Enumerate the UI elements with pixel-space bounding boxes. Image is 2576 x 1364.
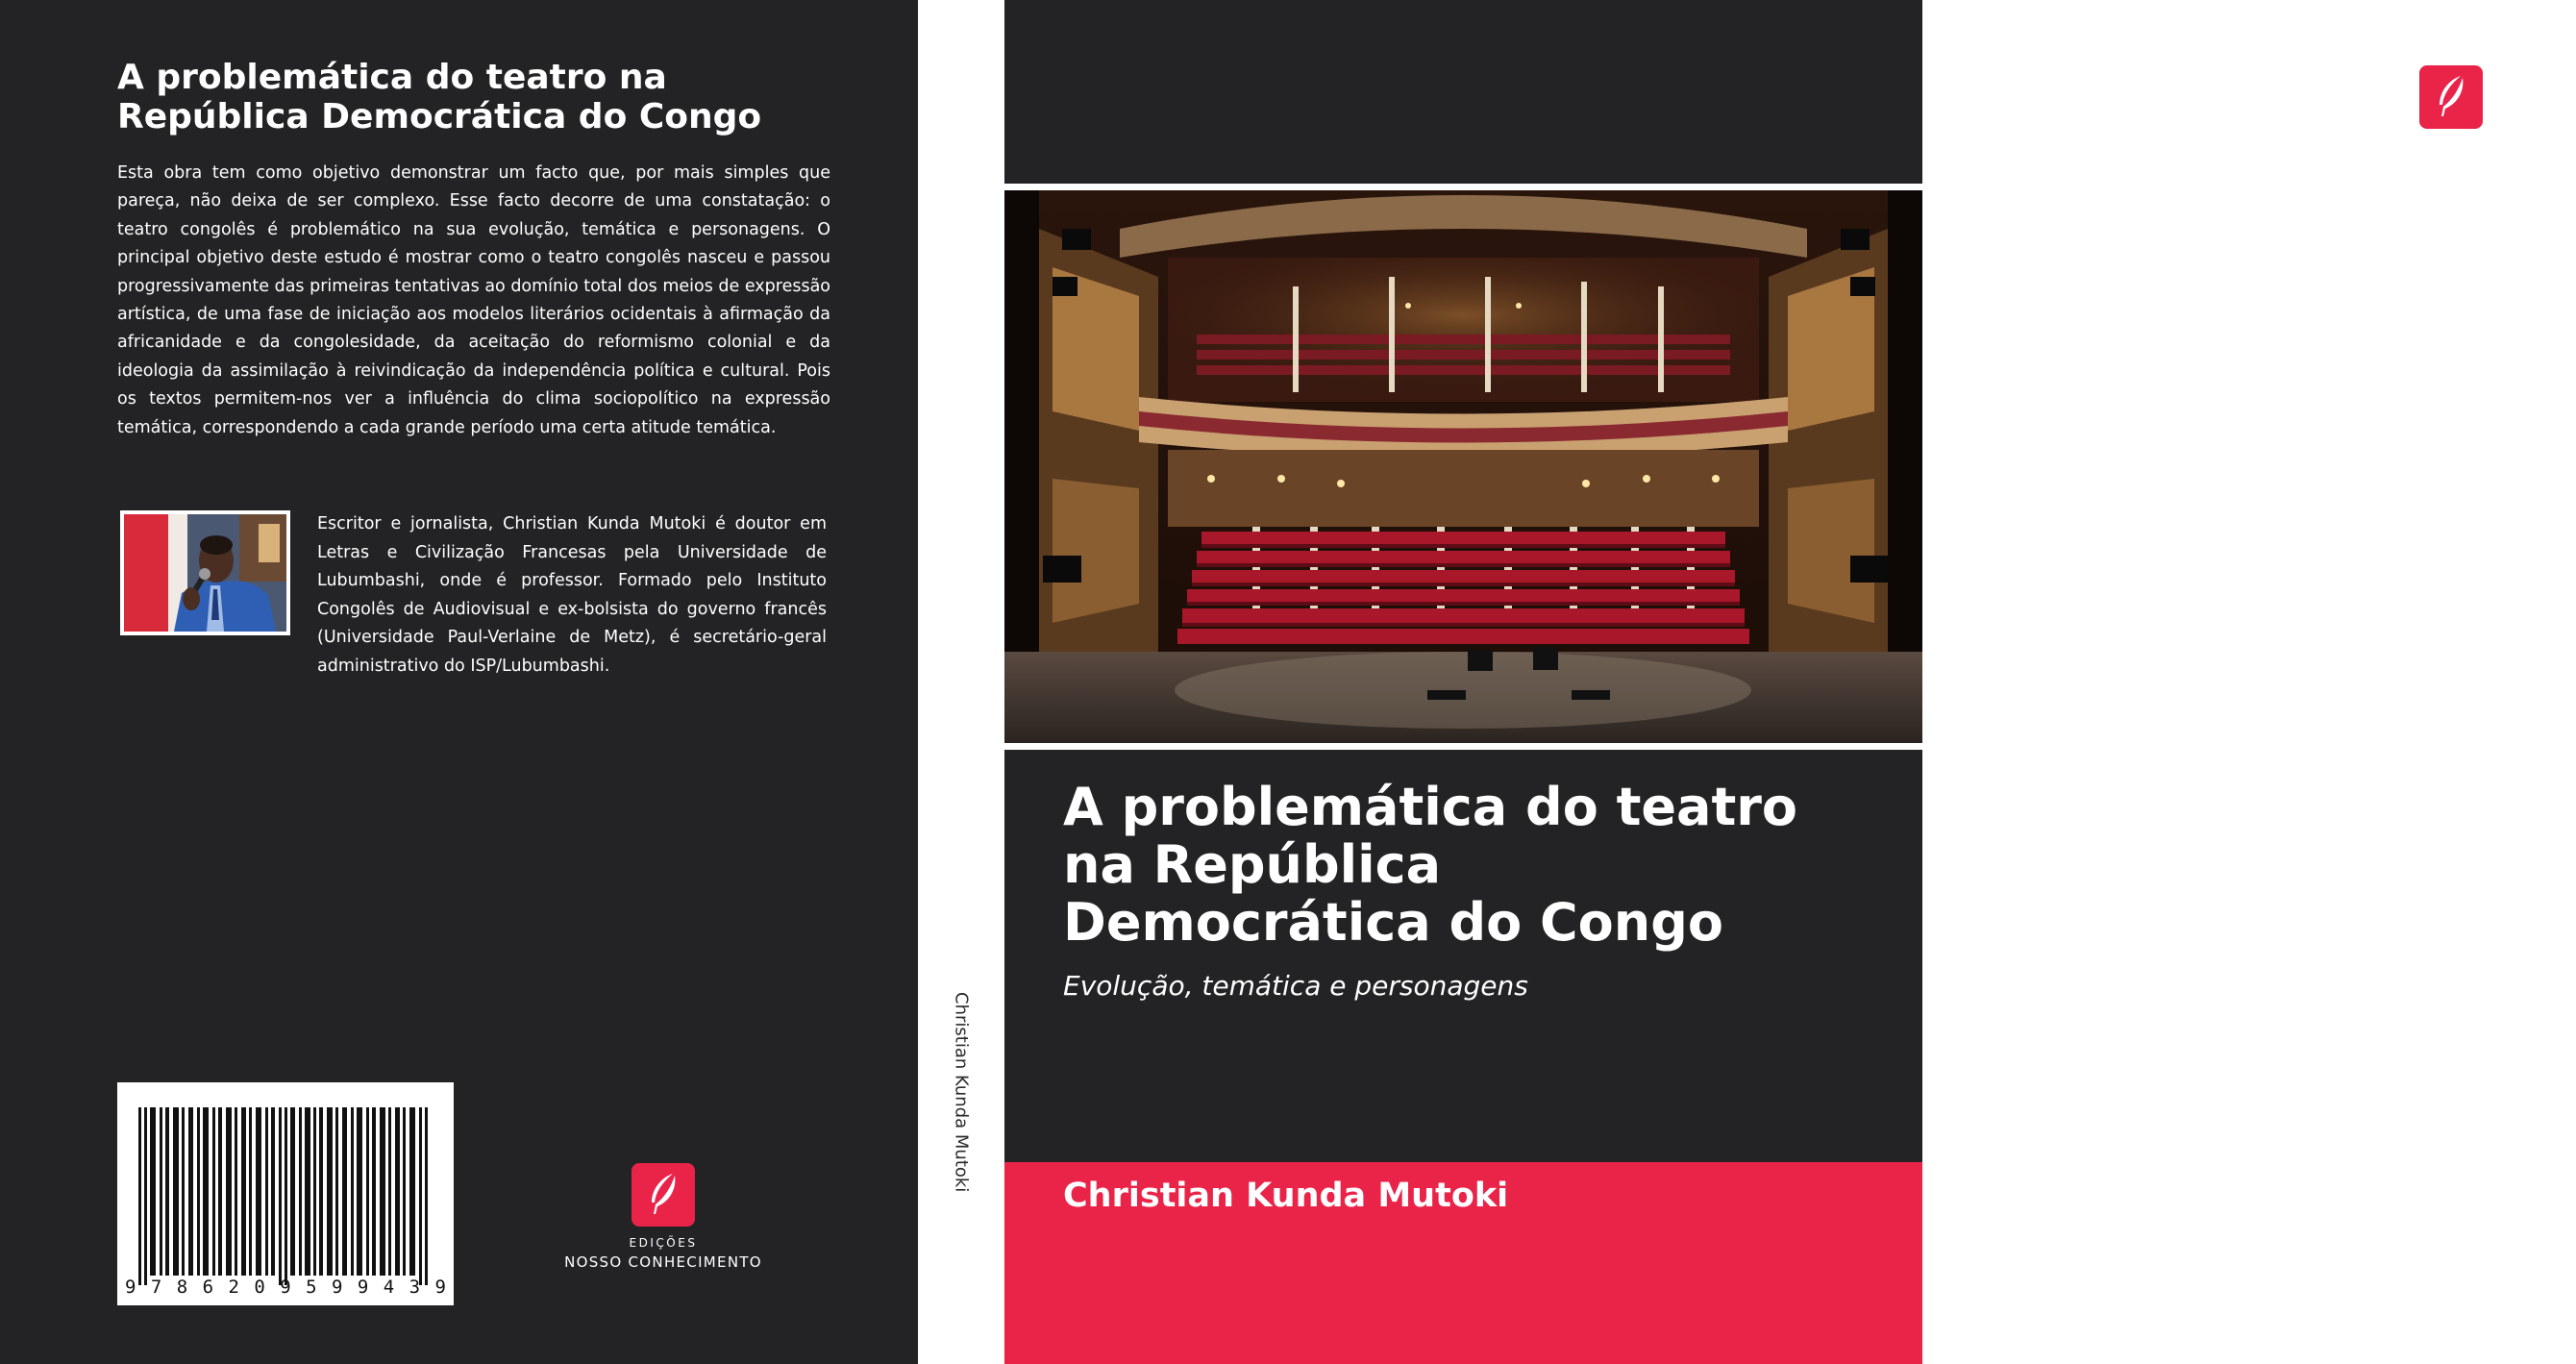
- front-cover: [1004, 0, 2550, 1364]
- spine-author: Christian Kunda Mutoki: [951, 992, 972, 1193]
- front-cover-subtitle: Evolução, temática e personagens: [1063, 970, 1528, 1002]
- back-cover-title: A problemática do teatro na República Democrática do Congo: [117, 58, 762, 136]
- isbn-digit: 2: [228, 1277, 239, 1298]
- isbn-digit: 5: [306, 1277, 317, 1298]
- isbn-digit: 9: [434, 1277, 446, 1298]
- isbn-barcode: [117, 1082, 454, 1305]
- isbn-digit: 0: [254, 1277, 265, 1298]
- isbn-digit: 8: [176, 1277, 188, 1298]
- front-cover-author: Christian Kunda Mutoki: [1063, 1177, 1509, 1215]
- feather-icon: [2419, 65, 2483, 129]
- isbn-digit: 7: [150, 1277, 162, 1298]
- theatre-illustration: [1004, 190, 1922, 743]
- back-cover: [0, 0, 918, 1364]
- isbn-digits: [125, 1277, 446, 1298]
- isbn-digit: 3: [409, 1277, 421, 1298]
- isbn-digit: 9: [280, 1277, 291, 1298]
- publisher-logo-front: [2326, 65, 2576, 173]
- front-header: [1004, 0, 1922, 184]
- isbn-digit: 9: [357, 1277, 369, 1298]
- divider: [1004, 184, 1922, 190]
- back-cover-blurb: Esta obra tem como objetivo demonstrar um facto que, por mais simples que pareça, não deixa de ser complexo. Esse facto decorre de uma constatação: o teatro congolês é problemático na sua evolução, temática e personagens. O principal objetivo deste estudo é mostrar como o teatro congolês nasceu e passou progressivamente das primeiras tentativas ao domínio total dos meios de expressão artística, de uma fase de iniciação aos modelos literários ocidentais à afirmação da africanidade e da congolesidade, da aceitação do reformismo colonial e da ideologia da assimilação à reivindicação da independência política e cultural. Pois os textos permitem-nos ver a influência do clima sociopolítico na expressão temática, correspondendo a cada grande período uma certa atitude temática.: [117, 163, 831, 437]
- theatre-auditorium-photo: [1004, 190, 1922, 743]
- author-photo: [120, 510, 290, 635]
- author-bio: Escritor e jornalista, Christian Kunda Mutoki é doutor em Letras e Civilização Francesas pela Universidade de Lubumbashi, onde é professor. Formado pelo Instituto Congolês de Audiovisual e ex-bolsista do governo francês (Universidade Paul-Verlaine de Metz), é secretário-geral administrativo do ISP/Lubumbashi.: [317, 514, 827, 676]
- spine: [918, 0, 1004, 1364]
- publisher-logo-back: [538, 1163, 788, 1271]
- divider: [1004, 743, 1922, 750]
- barcode-bars: [117, 1082, 454, 1305]
- front-cover-title: A problemática do teatro na República Democrática do Congo: [1063, 777, 1798, 953]
- isbn-digit: 9: [332, 1277, 343, 1298]
- publisher-small-label: EDIÇÕES: [629, 1236, 698, 1250]
- isbn-digit: 6: [202, 1277, 214, 1298]
- isbn-digit: 4: [383, 1277, 395, 1298]
- author-portrait-image: [124, 514, 286, 632]
- isbn-digit: 9: [125, 1277, 136, 1298]
- publisher-name: NOSSO CONHECIMENTO: [2352, 156, 2550, 173]
- publisher-small-label: EDIÇÕES: [2416, 138, 2486, 152]
- feather-icon: [632, 1163, 695, 1227]
- publisher-name: NOSSO CONHECIMENTO: [564, 1253, 762, 1271]
